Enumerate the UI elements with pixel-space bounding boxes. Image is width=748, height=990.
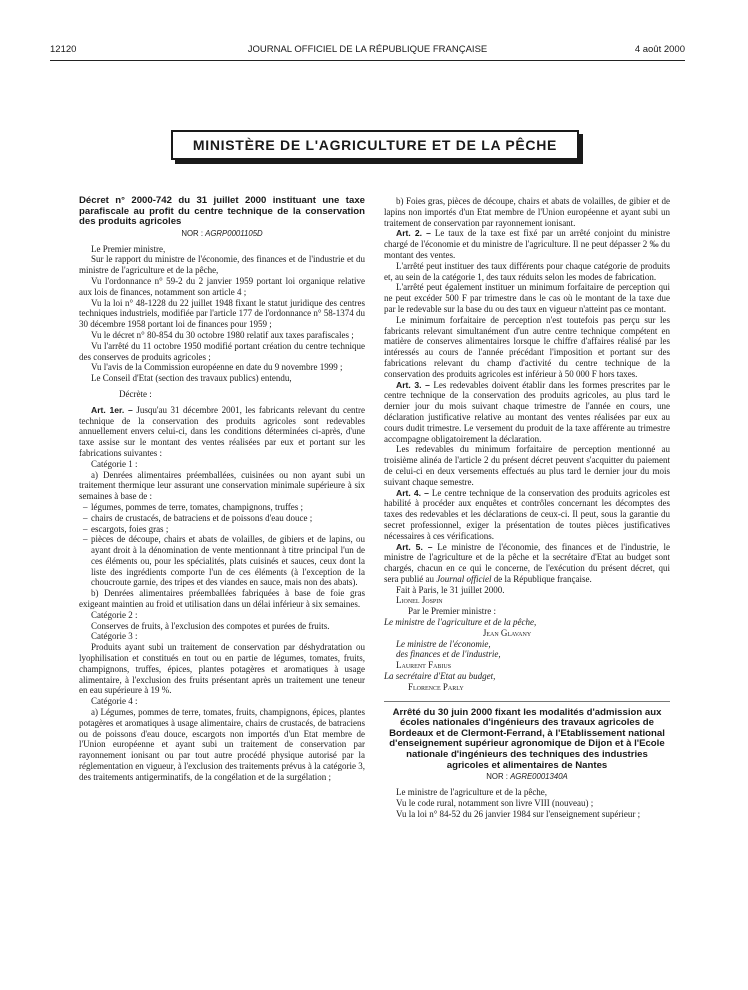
decree-intro-7: Le Conseil d'Etat (section des travaux publics) entendu,	[91, 373, 292, 384]
article-5-journal: Journal officiel	[436, 573, 492, 584]
article-2-p3: L'arrêté peut également instituer un minimum forfaitaire de perception qui ne peut excéder 500 F par trimestre dans le cas où le montant de la taxe due par le redevable sur la base du ou des taux en vigueur n'atteint pas ce montant.	[384, 282, 670, 314]
right-column	[384, 196, 670, 819]
category-4-label: Catégorie 4 :	[91, 696, 138, 707]
issue-date: 4 août 2000	[634, 44, 685, 55]
article-3-text: Les redevables doivent établir dans les formes prescrites par le centre technique de la conservation des produits agricoles, au plus tard le dernier jour du mois suivant chaque trimestre de l'année en cours, une déclaration justificative relative au montant des ventes réalisées par eux au cours dudit trimestre. Le versement du produit de la taxe afférente au trimestre accompagne obligatoirement la déclaration.	[384, 379, 670, 444]
category-3-label: Catégorie 3 :	[91, 631, 138, 642]
category-3-text: Produits ayant subi un traitement de conservation par déshydratation ou lyophilisation et constitués en tout ou en partie de légumes, tomates, fruits, champignons, truffes, épices, plantes potagères et aromatiques à usage alimentaire, à l'exclusion des fruits présentant après un traitement une teneur en eau supérieure à 19 %.	[79, 642, 365, 696]
arrete-nor-label: NOR :	[486, 772, 511, 782]
header-rule	[50, 60, 685, 61]
article-3-p2: Les redevables du minimum forfaitaire de perception mentionné au troisième alinéa de l'article 2 du présent décret peuvent s'acquitter du paiement de celui-ci en deux versements effectués au plus tard le dernier jour du mois suivant chaque semestre.	[384, 444, 670, 487]
article-2-text: Le taux de la taxe est fixé par un arrêté conjoint du ministre chargé de l'économie et du ministre de l'agriculture. Il ne peut dépasser 2 ‰ du montant des ventes.	[384, 228, 670, 260]
category-4-a: a) Légumes, pommes de terre, tomates, fruits, champignons, épices, plantes potagères et aromatiques à usage alimentaire, chairs de crustacés, de batraciens ou de poissons d'eau douce, escargots non importés d'un Etat membre de l'Union européenne et ayant subi un traitement de conservation par rayonnement ionisant ou par tout autre procédé physique autorisé par la réglementation en vigueur, à l'exclusion des traitements prévus à la catégorie 3, des traitements antigerminatifs, de la congélation et de la surgélation ;	[79, 707, 365, 782]
decree-intro-5: Vu l'arrêté du 11 octobre 1950 modifié portant création du centre technique des conserves de produits agricoles ;	[79, 340, 365, 362]
article-4	[384, 488, 670, 542]
minister-eco-title-2: des finances et de l'industrie,	[396, 649, 501, 660]
minister-eco-title-1: Le ministre de l'économie,	[396, 638, 491, 649]
ministry-title-box	[171, 130, 579, 160]
arrete-nor	[384, 772, 670, 783]
article-5-end: de la République française.	[491, 573, 592, 584]
decree-intro-3: Vu la loi n° 48-1228 du 22 juillet 1948 fixant le statut juridique des centres techniques industriels, modifiée par l'article 177 de l'ordonnance n° 58-1374 du 30 décembre 1958 portant loi de finances pour 1959 ;	[79, 297, 366, 330]
article-2-label: Art. 2. –	[396, 228, 431, 239]
section-separator	[384, 693, 670, 702]
minister-agri-title: Le ministre de l'agriculture et de la pêche,	[384, 617, 537, 628]
article-5-label: Art. 5. –	[396, 541, 433, 552]
category-1-item: – escargots, foies gras ;	[83, 523, 169, 534]
article-3	[384, 380, 670, 445]
article-3-label: Art. 3. –	[396, 379, 430, 390]
category-1-a: a) Denrées alimentaires préemballées, cuisinées ou non ayant subi un traitement thermique leur assurant une conservation minimale supérieure à six semaines à base de :	[79, 469, 365, 502]
category-1-item-text: escargots, foies gras ;	[91, 523, 169, 534]
page-header	[50, 44, 685, 58]
arrete-line-1: Vu le code rural, notamment son livre VIII (nouveau) ;	[396, 797, 594, 808]
arrete-line-2: Vu la loi n° 84-52 du 26 janvier 1984 sur l'enseignement supérieur ;	[396, 808, 641, 819]
category-1-label: Catégorie 1 :	[91, 458, 138, 469]
ministry-title: MINISTÈRE DE L'AGRICULTURE ET DE LA PÊCHE	[192, 137, 558, 153]
category-1-item: – pièces de découpe, chairs et abats de volailles, de gibiers et de lapins, ou ayant droit à la dénomination de vente mentionnant à titre principal l'un de ces éléments ou, pour les spécialités, plats cuisinés et sauces, ceux dont la liste des ingrédients comporte l'un de ces éléments (à l'exception de la choucroute garnie, des tripes et des viandes en sauce, mais non des abats).	[83, 534, 365, 588]
decree-title: Décret n° 2000-742 du 31 juillet 2000 instituant une taxe parafiscale au profit du centre technique de la conservation des produits agricoles	[79, 195, 365, 228]
decree-intro-4: Vu le décret n° 80-854 du 30 octobre 1980 relatif aux taxes parafiscales ;	[91, 329, 354, 340]
article-2	[384, 228, 670, 260]
journal-title: JOURNAL OFFICIEL DE LA RÉPUBLIQUE FRANÇAISE	[247, 44, 488, 55]
category-1-item: – chairs de crustacés, de batraciens et de poissons d'eau douce ;	[83, 512, 313, 523]
category-1-item: – légumes, pommes de terre, tomates, champignons, truffes ;	[83, 501, 304, 512]
done-at: Fait à Paris, le 31 juillet 2000.	[396, 584, 505, 595]
article-5	[384, 542, 670, 585]
minister-eco-name: Laurent Fabius	[396, 660, 452, 671]
page-number: 12120	[50, 44, 77, 55]
decree-intro-1: Sur le rapport du ministre de l'économie, des finances et de l'industrie et du ministre de l'agriculture et de la pêche,	[79, 254, 365, 276]
decree-intro-6: Vu l'avis de la Commission européenne en date du 9 novembre 1999 ;	[91, 362, 343, 373]
minister-agri-name: Jean Glavany	[482, 627, 532, 638]
secretary-budget-name: Florence Parly	[408, 681, 464, 692]
article-5-text: Le ministre de l'économie, des finances et de l'industrie, le ministre de l'agriculture et de la pêche et la secrétaire d'Etat au budget sont chargés, chacun en ce qui le concerne, de l'exécution du présent décret, qui sera publié au	[384, 541, 670, 584]
article-4-label: Art. 4. –	[396, 487, 429, 498]
decree-intro-0: Le Premier ministre,	[91, 243, 166, 254]
category-1-list	[79, 502, 365, 588]
article-1-text: Jusqu'au 31 décembre 2001, les fabricants relevant du centre technique de la conservation des produits agricoles sont redevables annuellement envers celui-ci, dans les conditions déterminées ci-après, d'une taxe assise sur le montant des ventes réalisées par eux et portant sur les fabrications suivantes :	[79, 404, 366, 458]
category-1-item-text: légumes, pommes de terre, tomates, champignons, truffes ;	[91, 501, 304, 512]
article-1-label: Art. 1er. –	[91, 404, 133, 415]
category-1-b: b) Denrées alimentaires préemballées fabriquées à base de foie gras exigeant maintien au froid et utilisation dans un délai inférieur à six semaines.	[79, 588, 365, 610]
decree-nor-code: AGRP0001105D	[205, 228, 263, 238]
arrete-title: Arrêté du 30 juin 2000 fixant les modalités d'admission aux écoles nationales d'ingénieurs des travaux agricoles de Bordeaux et de Clermont-Ferrand, à l'Etablissement national d'enseignement supérieur agronomique de Dijon et à l'Ecole nationale d'ingénieurs des techniques des industries agricoles et alimentaires de Nantes	[389, 706, 665, 771]
decrete-label: Décrète :	[119, 388, 152, 399]
decree-nor	[79, 229, 365, 240]
category-1-item-text: pièces de découpe, chairs et abats de volailles, de gibiers et de lapins, ou ayant droit à la dénomination de vente mentionnant à titre principal l'un de ces éléments ou, pour les spécialités, plats cuisinés et sauces, ceux dont la liste des ingrédients comporte l'un de ces éléments (à l'exception de la choucroute garnie, des tripes et des viandes en sauce, mais non des abats).	[91, 534, 365, 588]
par-premier-ministre: Par le Premier ministre :	[408, 606, 496, 617]
article-4-text: Le centre technique de la conservation des produits agricoles est habilité à procéder aux enquêtes et contrôles concernant les décomptes des taxes des redevables et les déclarations de ceux-ci. Il peut, sous la garantie du secret professionnel, exiger la présentation de toutes pièces justificatives nécessaires à ces vérifications.	[384, 487, 670, 541]
arrete-line-0: Le ministre de l'agriculture et de la pêche,	[396, 787, 548, 798]
category-2-text: Conserves de fruits, à l'exclusion des compotes et purées de fruits.	[91, 620, 330, 631]
signer-pm: Lionel Jospin	[396, 595, 443, 606]
decree-nor-label: NOR :	[181, 228, 206, 238]
category-4-b: b) Foies gras, pièces de découpe, chairs et abats de volailles, de gibier et de lapins non importés d'un Etat membre de l'Union européenne et ayant subi un traitement de conservation par rayonnement ionisant.	[384, 196, 670, 228]
article-1	[79, 405, 365, 459]
category-1-item-text: chairs de crustacés, de batraciens et de poissons d'eau douce ;	[91, 512, 313, 523]
article-2-p4: Le minimum forfaitaire de perception n'est toutefois pas perçu sur les fabricants relevant simultanément d'un autre centre technique compétent en matière de conserves alimentaires lorsque le chiffre d'affaires réalisé par les intéressés au cours de l'année précédant l'imposition et portant sur des fabrications relevant du champ d'activité du centre technique de la conservation des produits agricoles est inférieur à 50 000 F hors taxes.	[384, 314, 670, 379]
article-2-p2: L'arrêté peut instituer des taux différents pour chaque catégorie de produits et, au sein de la catégorie 1, des taux réduits selon les modes de fabrication.	[384, 260, 670, 282]
secretary-budget-title: La secrétaire d'Etat au budget,	[384, 671, 496, 682]
arrete-nor-code: AGRE0001340A	[510, 772, 568, 782]
left-column	[79, 196, 365, 783]
decree-intro-2: Vu l'ordonnance n° 59-2 du 2 janvier 1959 portant loi organique relative aux lois de finances, notamment son article 4 ;	[79, 275, 365, 297]
category-2-label: Catégorie 2 :	[91, 609, 138, 620]
